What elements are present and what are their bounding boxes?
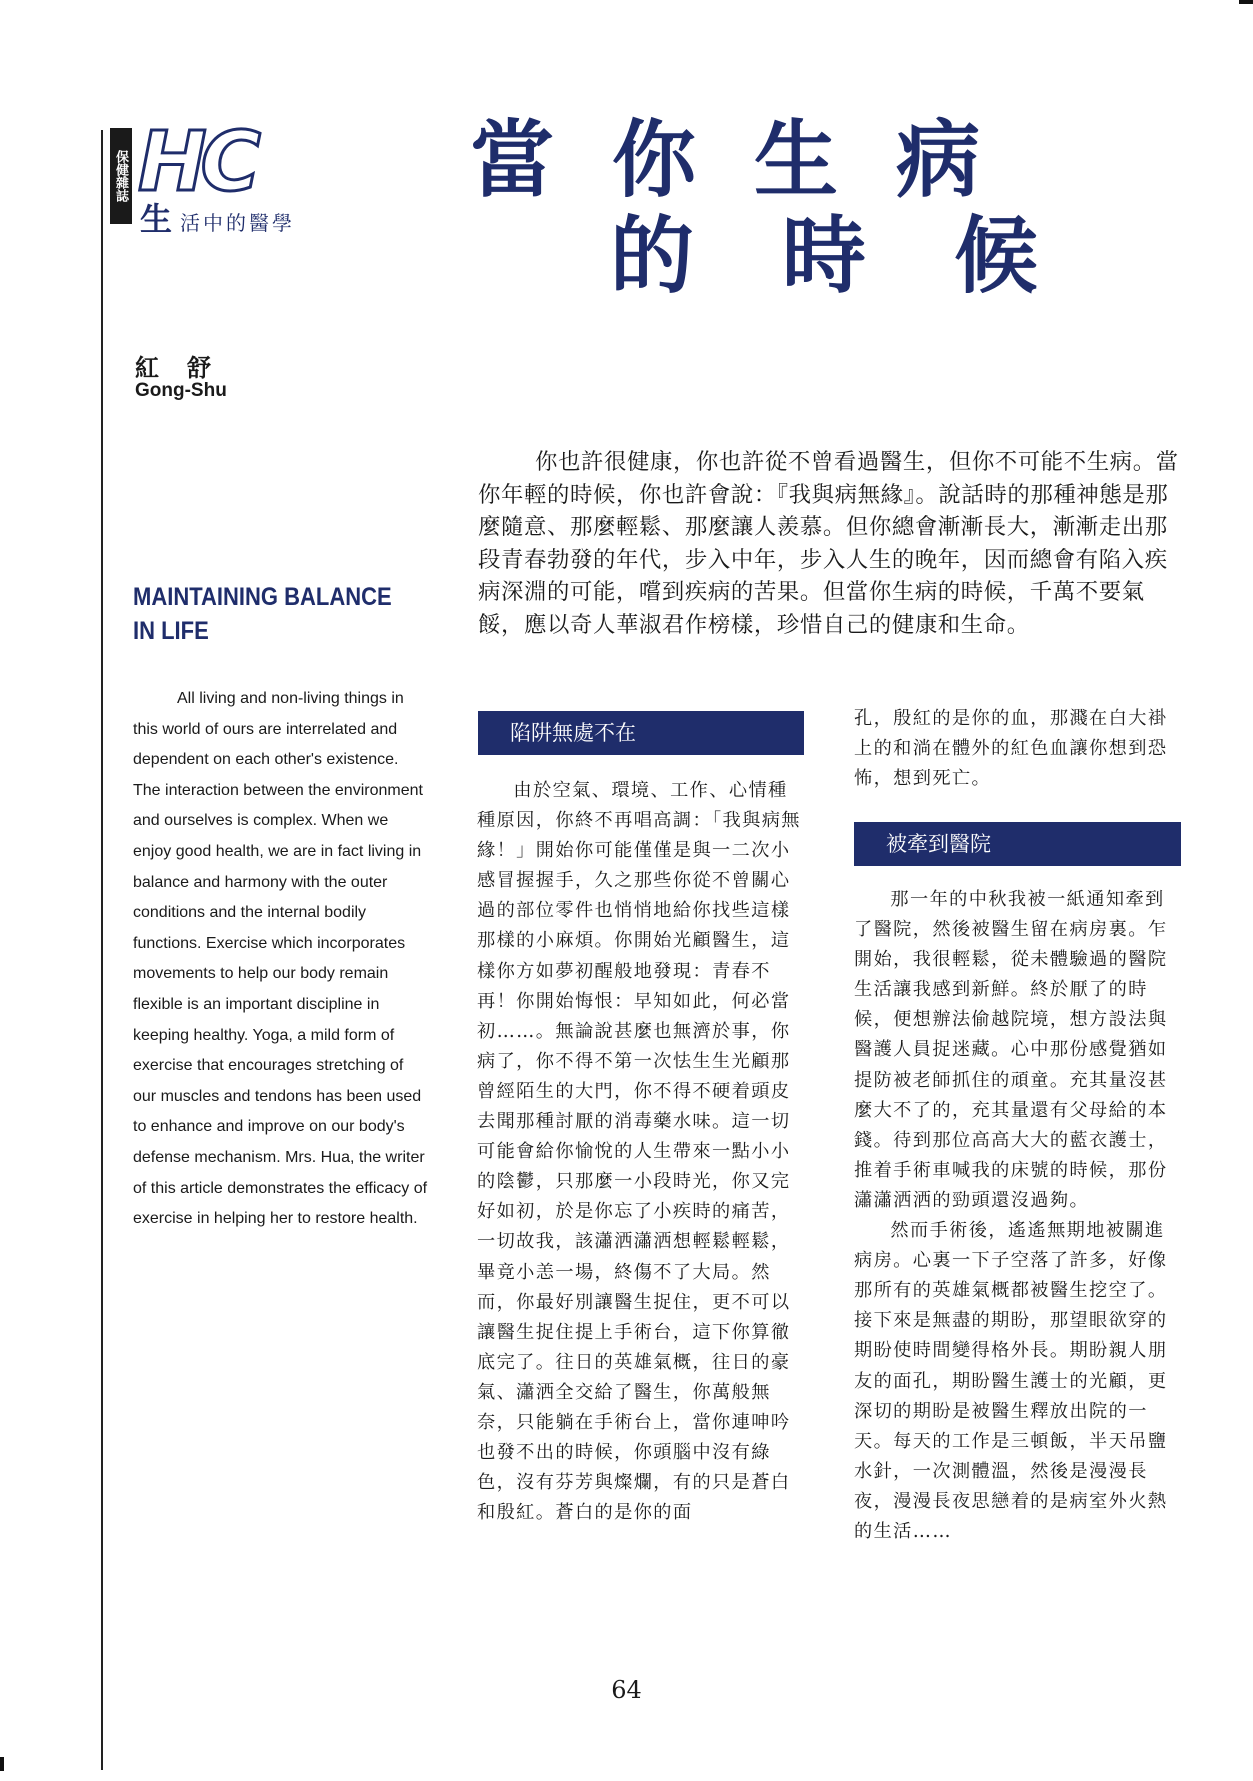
section-1-continued: 孔，殷紅的是你的血，那濺在白大褂上的和淌在體外的紅色血讓你想到恐怖，想到死亡。 (854, 708, 1168, 790)
author-chinese: 紅舒 (135, 353, 239, 382)
author-english: Gong-Shu (135, 380, 227, 401)
column-1 (477, 776, 803, 1528)
english-title-line-1: MAINTAINING BALANCE (133, 583, 392, 611)
logo-hc-mark: HC (138, 115, 255, 210)
column-2-top (854, 704, 1182, 794)
logo-subtitle (140, 194, 295, 240)
section-2-paragraph-2: 然而手術後，遙遙無期地被關進病房。心裏一下子空落了許多，好像那所有的英雄氣概都被醫生挖空了。接下來是無盡的期盼，那望眼欲穿的期盼使時間變得格外長。期盼親人朋友的面孔，期盼醫生護士的光顧，更深切的期盼是被醫生釋放出院的一天。每天的工作是三頓飯，半天吊鹽水針，一次測體溫，然後是漫漫長夜，漫漫長夜思戀着的是病室外火熱的生活…… (854, 1220, 1168, 1542)
logo-big-char: 生 (140, 200, 173, 238)
article-title (470, 112, 1190, 304)
english-title (133, 580, 392, 648)
magazine-logo (110, 115, 350, 238)
logo-side-text: 保健雜誌 (110, 128, 132, 224)
page-number: 64 (611, 1676, 642, 1704)
english-summary: All living and non-living things in this world of ours are interrelated and dependent on each other's existence. The interaction between the environment and ourselves is complex. When we enjoy good health, we are in fact living in balance and harmony with the outer conditions and the internal bodily functions. Exercise which incorporates movements to help our body remain flexible is an important discipline in keeping healthy. Yoga, a mild form of exercise that encourages stretching of our muscles and tendons has been used to enhance and improve on our body's defense mechanism. Mrs. Hua, the writer of this article demonstrates the efficacy of exercise in helping her to restore health. (133, 690, 428, 1228)
section-2-paragraph-1: 那一年的中秋我被一紙通知牽到了醫院，然後被醫生留在病房裏。乍開始，我很輕鬆，從未體驗過的醫院生活讓我感到新鮮。終於厭了的時候，便想辦法偷越院境，想方設法與醫護人員捉迷藏。心中那份感覺猶如提防被老師抓住的頑童。充其量沒甚麼大不了的，充其量還有父母給的本錢。待到那位高高大大的藍衣護士，推着手術車喊我的床號的時候，那份瀟瀟洒洒的勁頭還沒過夠。 (854, 889, 1168, 1211)
logo-subtitle-text: 活中的醫學 (180, 211, 296, 235)
english-title-line-2: IN LIFE (133, 617, 209, 645)
column-2 (854, 885, 1182, 1547)
section-1-text: 由於空氣、環境、工作、心情種種原因，你終不再唱高調：「我與病無緣！」開始你可能僅僅是與一二次小感冒握握手，久之那些你從不曾關心過的部位零件也悄悄地給你找些這樣那樣的小麻煩。你開始光顧醫生，這樣你方如夢初醒般地發現：青春不再！你開始悔恨：早知如此，何必當初……。無論說甚麼也無濟於事，你病了，你不得不第一次怯生生光顧那曾經陌生的大門，你不得不硬着頭皮去聞那種討厭的消毒藥水味。這一切可能會給你愉悅的人生帶來一點小小的陰鬱，只那麼一小段時光，你又完好如初，於是你忘了小疾時的痛苦，一切故我，該瀟洒瀟洒想輕鬆輕鬆，畢竟小恙一場，終傷不了大局。然而，你最好別讓醫生捉住，更不可以讓醫生捉住提上手術台，這下你算徹底完了。往日的英雄氣概，往日的豪氣、瀟洒全交給了醫生，你萬般無奈，只能躺在手術台上，當你連呻吟也發不出的時候，你頭腦中沒有綠色，沒有芬芳與燦爛，有的只是蒼白和殷紅。蒼白的是你的面 (477, 780, 801, 1524)
title-line-2: 的時候 (610, 206, 1127, 305)
section-heading-2: 被牽到醫院 (854, 822, 1181, 866)
title-line-1: 當你生病 (470, 110, 1039, 209)
margin-rule (101, 130, 103, 1770)
intro-paragraph: 你也許很健康，你也許從不曾看過醫生，但你不可能不生病。當你年輕的時候，你也許會說：『我與病無緣』。說話時的那種神態是那麼隨意、那麼輕鬆、那麼讓人羨慕。但你總會漸漸長大，漸漸走出那段青春勃發的年代，步入中年，步入人生的晚年，因而總會有陷入疾病深淵的可能，嚐到疾病的苦果。但當你生病的時候，千萬不要氣餒，應以奇人華淑君作榜樣，珍惜自己的健康和生命。 (478, 449, 1179, 638)
section-heading-1: 陷阱無處不在 (478, 711, 804, 755)
crop-mark (1239, 0, 1253, 4)
crop-mark (0, 1757, 4, 1771)
